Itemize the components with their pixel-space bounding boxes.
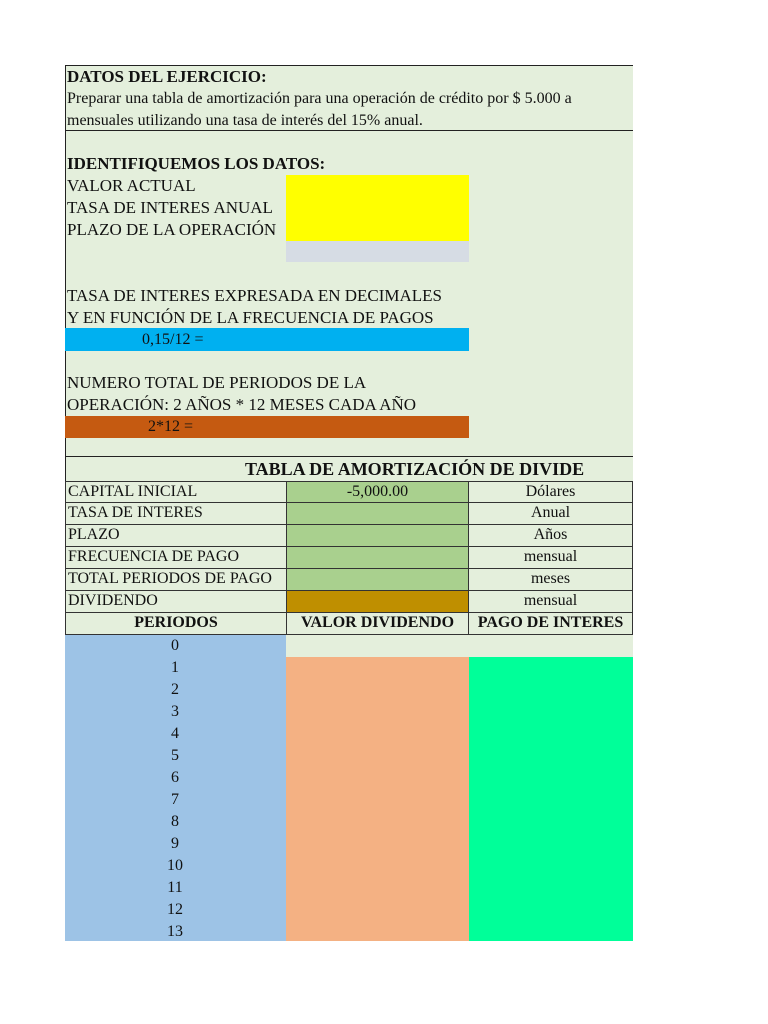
- param-label-capital: CAPITAL INICIAL: [65, 481, 287, 503]
- exercise-line-2: mensuales utilizando una tasa de interés del 15% anual.: [67, 112, 423, 129]
- period-cell: 8: [171, 813, 179, 830]
- param-value-tasa[interactable]: [286, 502, 469, 525]
- period-cell: 10: [167, 857, 183, 874]
- table-title: TABLA DE AMORTIZACIÓN DE DIVIDE: [245, 459, 585, 479]
- spreadsheet-sheet: [65, 65, 633, 941]
- header-pago-interes: PAGO DE INTERES: [468, 612, 633, 635]
- plazo-label: PLAZO DE LA OPERACIÓN: [67, 220, 277, 239]
- pago-interes-column[interactable]: [469, 657, 633, 941]
- param-label-plazo: PLAZO: [65, 524, 287, 547]
- period-cell: 9: [171, 835, 179, 852]
- param-unit-plazo: Años: [468, 524, 633, 547]
- exercise-divider: [65, 130, 633, 131]
- periods-formula-bar[interactable]: [65, 416, 469, 438]
- yellow-input-block[interactable]: [286, 175, 469, 241]
- param-value-dividendo[interactable]: [286, 590, 469, 613]
- rate-formula-bar[interactable]: [65, 328, 469, 351]
- param-value-frecuencia[interactable]: [286, 546, 469, 569]
- param-unit-tasa: Anual: [468, 502, 633, 525]
- param-value-plazo[interactable]: [286, 524, 469, 547]
- valor-actual-label: VALOR ACTUAL: [67, 176, 196, 195]
- exercise-heading: DATOS DEL EJERCICIO:: [67, 67, 267, 86]
- period-cell: 4: [171, 725, 179, 742]
- tasa-anual-label: TASA DE INTERES ANUAL: [67, 198, 273, 217]
- periods-column: [65, 635, 286, 941]
- param-label-frecuencia: FRECUENCIA DE PAGO: [65, 546, 287, 569]
- header-valor-dividendo: VALOR DIVIDENDO: [286, 612, 469, 635]
- period-cell: 11: [167, 879, 183, 896]
- param-label-dividendo: DIVIDENDO: [65, 590, 287, 613]
- param-label-total-periodos: TOTAL PERIODOS DE PAGO: [65, 568, 287, 591]
- period-cell: 2: [171, 681, 179, 698]
- param-label-tasa: TASA DE INTERES: [65, 502, 287, 525]
- rate-formula: 0,15/12 =: [142, 331, 204, 348]
- param-unit-dividendo: mensual: [468, 590, 633, 613]
- param-value-total-periodos[interactable]: [286, 568, 469, 591]
- period-cell: 12: [167, 901, 183, 918]
- period-cell: 7: [171, 791, 179, 808]
- period-cell: 0: [171, 637, 179, 654]
- param-unit-capital: Dólares: [468, 481, 633, 503]
- period-cell: 1: [171, 659, 179, 676]
- table-title-top-border: [65, 456, 633, 457]
- period-cell: 13: [167, 923, 183, 940]
- valor-dividendo-column[interactable]: [286, 657, 469, 941]
- param-unit-frecuencia: mensual: [468, 546, 633, 569]
- rate-decimal-line-2: Y EN FUNCIÓN DE LA FRECUENCIA DE PAGOS: [67, 308, 434, 327]
- rate-decimal-line-1: TASA DE INTERES EXPRESADA EN DECIMALES: [67, 286, 443, 305]
- period-cell: 3: [171, 703, 179, 720]
- period-cell: 6: [171, 769, 179, 786]
- param-unit-total-periodos: meses: [468, 568, 633, 591]
- exercise-line-1: Preparar una tabla de amortización para una operación de crédito por $ 5.000 a: [67, 90, 572, 107]
- periods-total-line-2: OPERACIÓN: 2 AÑOS * 12 MESES CADA AÑO: [67, 395, 417, 414]
- header-periodos: PERIODOS: [65, 612, 287, 635]
- param-value-capital[interactable]: -5,000.00: [286, 481, 469, 503]
- grey-input-cell[interactable]: [286, 241, 469, 262]
- periods-total-line-1: NUMERO TOTAL DE PERIODOS DE LA: [67, 373, 367, 392]
- periods-formula: 2*12 =: [148, 418, 194, 435]
- period-cell: 5: [171, 747, 179, 764]
- identify-heading: IDENTIFIQUEMOS LOS DATOS:: [67, 154, 326, 173]
